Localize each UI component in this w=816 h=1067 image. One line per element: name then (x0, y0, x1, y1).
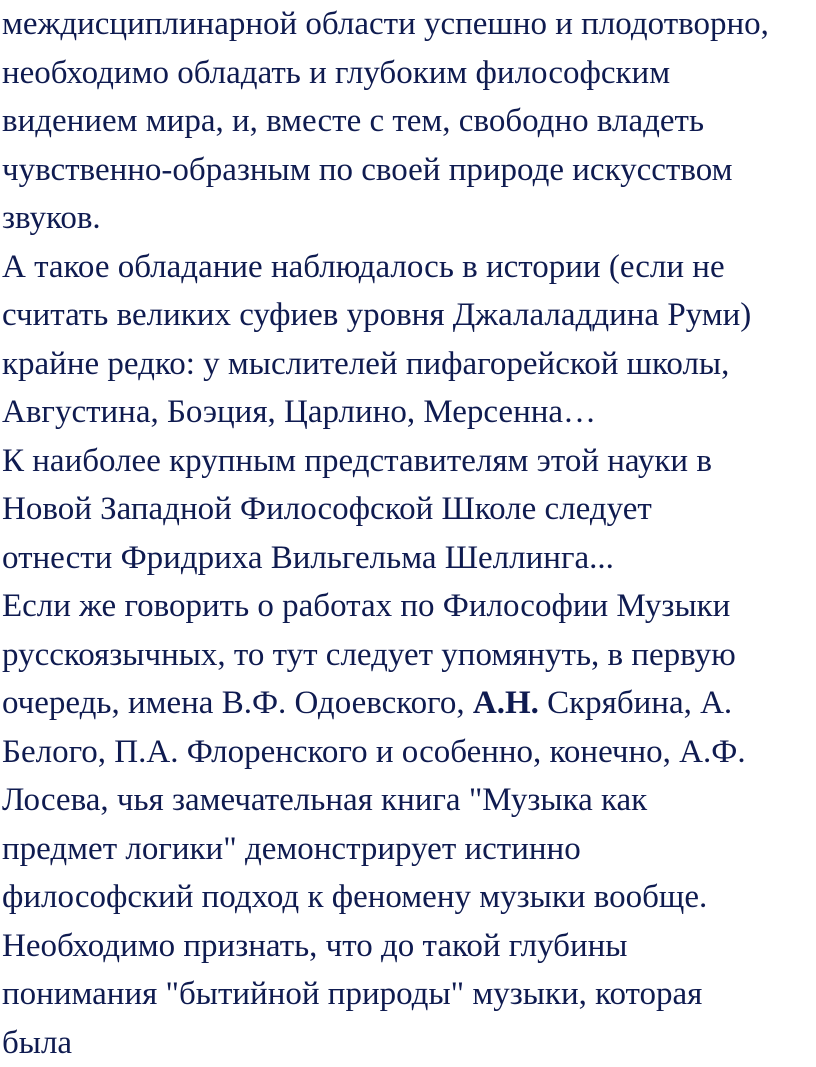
line-segment: Скрябина, А. (539, 685, 732, 721)
text-line: крайне редко: у мыслителей пифагорейской школы, (2, 340, 814, 389)
text-line: предмет логики" демонстрирует истинно (2, 825, 814, 874)
text-line: Августина, Боэция, Царлино, Мерсенна… (2, 388, 814, 437)
text-line: необходимо обладать и глубоким философским (2, 49, 814, 98)
line-segment: очередь, имена В.Ф. Одоевского, (2, 685, 473, 721)
text-line: русскоязычных, то тут следует упомянуть, в первую (2, 631, 814, 680)
text-line: Белого, П.А. Флоренского и особенно, конечно, А.Ф. (2, 728, 814, 777)
text-line: философский подход к феномену музыки вообще. (2, 873, 814, 922)
text-line: считать великих суфиев уровня Джалаладдина Руми) (2, 291, 814, 340)
text-line: видением мира, и, вместе с тем, свободно владеть (2, 97, 814, 146)
text-line: междисциплинарной области успешно и плодотворно, (2, 0, 814, 49)
text-line: Лосева, чья замечательная книга "Музыка как (2, 776, 814, 825)
text-line-with-bold (2, 679, 814, 728)
text-line: Если же говорить о работах по Философии Музыки (2, 582, 814, 631)
text-line: А такое обладание наблюдалось в истории (если не (2, 243, 814, 292)
text-line: Необходимо признать, что до такой глубины (2, 922, 814, 971)
text-line: понимания "бытийной природы" музыки, которая (2, 970, 814, 1019)
bold-initials: А.Н. (473, 685, 539, 721)
text-line: была (2, 1019, 814, 1067)
body-text (2, 0, 814, 1067)
text-line: отнести Фридриха Вильгельма Шеллинга... (2, 534, 814, 583)
text-line: К наиболее крупным представителям этой науки в (2, 437, 814, 486)
text-line: звуков. (2, 194, 814, 243)
text-line: Новой Западной Философской Школе следует (2, 485, 814, 534)
text-line: чувственно-образным по своей природе искусством (2, 146, 814, 195)
